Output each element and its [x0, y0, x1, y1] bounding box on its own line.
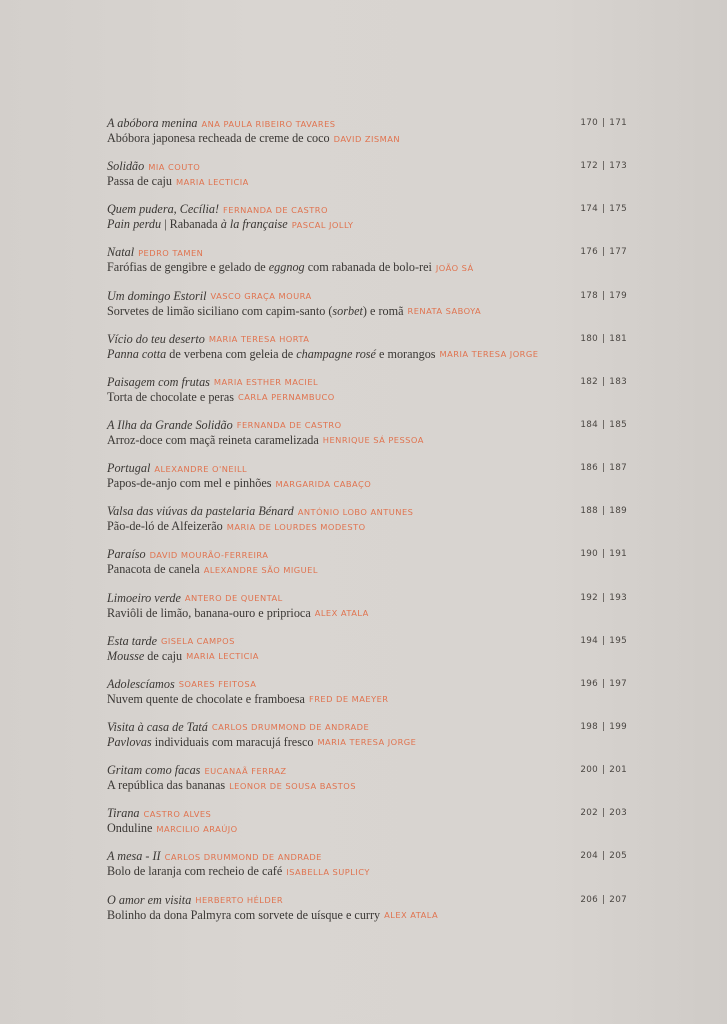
page-start: 172	[580, 161, 599, 172]
page-end: 193	[609, 592, 627, 603]
poem-title: A mesa - II	[107, 849, 161, 864]
page-numbers	[580, 549, 627, 559]
page-end: 195	[609, 635, 627, 646]
recipe-chef: ALEX ATALA	[314, 608, 369, 619]
poem-author: HERBERTO HÉLDER	[195, 895, 284, 906]
page-end: 197	[609, 678, 627, 689]
recipe-title: Farófias de gengibre e gelado de	[107, 260, 269, 275]
page-numbers	[580, 679, 627, 689]
toc-entry	[107, 806, 627, 849]
page-numbers	[580, 593, 627, 603]
page-numbers	[580, 204, 627, 214]
page-separator: |	[602, 635, 606, 646]
poem-line	[107, 763, 627, 778]
recipe-chef: MARCILIO ARAÚJO	[156, 823, 238, 834]
toc-entry	[107, 720, 627, 763]
poem-title: Solidão	[107, 159, 145, 174]
poem-title: Natal	[107, 245, 135, 260]
poem-author: SOARES FEITOSA	[178, 679, 257, 690]
poem-author: MIA COUTO	[148, 161, 201, 172]
page-end: 175	[609, 204, 627, 215]
page-separator: |	[602, 419, 606, 430]
recipe-chef: PASCAL JOLLY	[291, 219, 354, 230]
recipe-chef: MARIA TERESA JORGE	[317, 737, 417, 748]
recipe-title: à la française	[220, 217, 288, 232]
page-numbers	[580, 334, 627, 344]
recipe-title: Pain perdu	[107, 217, 162, 232]
recipe-title: Sorvetes de limão siciliano com capim-santo (	[107, 303, 333, 318]
poem-title: Esta tarde	[107, 633, 157, 648]
recipe-title: de verbena com geleia de	[166, 346, 297, 361]
recipe-line	[107, 864, 627, 879]
toc-entry	[107, 418, 627, 461]
recipe-title: | Rabanada	[161, 217, 221, 232]
toc-entry	[107, 634, 627, 677]
page-start: 206	[580, 894, 599, 905]
toc-entry	[107, 504, 627, 547]
toc-entry	[107, 893, 627, 936]
poem-author: CASTRO ALVES	[143, 808, 212, 819]
toc-entry	[107, 591, 627, 634]
poem-author: ALEXANDRE O'NEILL	[154, 463, 248, 474]
poem-line	[107, 849, 627, 864]
recipe-title: champagne rosé	[296, 346, 376, 361]
page-separator: |	[602, 161, 606, 172]
page-separator: |	[602, 765, 606, 776]
page-start: 188	[580, 506, 599, 517]
page-separator: |	[602, 247, 606, 258]
page-start: 200	[580, 765, 599, 776]
poem-title: Portugal	[107, 461, 151, 476]
page-separator: |	[602, 851, 606, 862]
recipe-title: Papos-de-anjo com mel e pinhões	[107, 476, 272, 491]
page-separator: |	[602, 506, 606, 517]
recipe-chef: HENRIQUE SÁ PESSOA	[322, 435, 424, 446]
recipe-chef: RENATA SABOYA	[407, 306, 482, 317]
poem-title: Um domingo Estoril	[107, 288, 207, 303]
recipe-line	[107, 260, 627, 275]
poem-line	[107, 202, 627, 217]
recipe-line	[107, 217, 627, 232]
poem-author: ANA PAULA RIBEIRO TAVARES	[201, 118, 336, 129]
page-end: 189	[609, 506, 627, 517]
recipe-title: e morangos	[375, 346, 436, 361]
recipe-chef: MARIA TERESA JORGE	[439, 349, 539, 360]
page-end: 203	[609, 808, 627, 819]
page-start: 190	[580, 549, 599, 560]
page-separator: |	[602, 118, 606, 128]
recipe-title: ) e romã	[362, 303, 404, 318]
recipe-chef: MARIA DE LOURDES MODESTO	[226, 521, 366, 532]
poem-title: Vício do teu deserto	[107, 331, 205, 346]
page-start: 198	[580, 721, 599, 732]
recipe-line	[107, 778, 627, 793]
page-numbers	[580, 765, 627, 775]
recipe-chef: ISABELLA SUPLICY	[286, 866, 370, 877]
page-separator: |	[602, 721, 606, 732]
page-numbers	[580, 247, 627, 257]
poem-line	[107, 720, 627, 735]
recipe-title: com rabanada de bolo-rei	[304, 260, 432, 275]
poem-line	[107, 677, 627, 692]
page-numbers	[580, 420, 627, 430]
page-separator: |	[602, 894, 606, 905]
page-end: 185	[609, 419, 627, 430]
poem-author: VASCO GRAÇA MOURA	[210, 291, 312, 302]
recipe-chef: ALEXANDRE SÃO MIGUEL	[203, 564, 318, 575]
poem-title: Adolescíamos	[107, 676, 175, 691]
recipe-line	[107, 908, 627, 923]
page-end: 173	[609, 161, 627, 172]
page-start: 174	[580, 204, 599, 215]
toc-entry	[107, 849, 627, 892]
page-end: 177	[609, 247, 627, 258]
recipe-line	[107, 174, 627, 189]
recipe-chef: MARGARIDA CABAÇO	[275, 478, 372, 489]
page-separator: |	[602, 376, 606, 387]
recipe-line	[107, 347, 627, 362]
recipe-chef: LEONOR DE SOUSA BASTOS	[229, 780, 356, 791]
poem-line	[107, 634, 627, 649]
recipe-chef: MARIA LECTICIA	[175, 176, 249, 187]
page-end: 201	[609, 765, 627, 776]
recipe-line	[107, 821, 627, 836]
poem-line	[107, 375, 627, 390]
page-numbers	[580, 506, 627, 516]
toc-entry	[107, 763, 627, 806]
poem-line	[107, 159, 627, 174]
page-start: 182	[580, 376, 599, 387]
poem-line	[107, 289, 627, 304]
recipe-chef: JOÃO SÁ	[435, 262, 474, 273]
page-separator: |	[602, 463, 606, 474]
toc-entry	[107, 375, 627, 418]
poem-author: EUCANAÃ FERRAZ	[204, 765, 287, 776]
page-numbers	[580, 722, 627, 732]
recipe-title: Abóbora japonesa recheada de creme de coco	[107, 131, 330, 145]
page-numbers	[580, 851, 627, 861]
poem-title: Paisagem com frutas	[107, 374, 210, 389]
recipe-line	[107, 606, 627, 621]
page-start: 180	[580, 333, 599, 344]
recipe-title: A república das bananas	[107, 778, 226, 793]
poem-author: DAVID MOURÃO-FERREIRA	[149, 549, 269, 560]
toc-entry	[107, 461, 627, 504]
page-separator: |	[602, 204, 606, 215]
recipe-title: Torta de chocolate e peras	[107, 389, 235, 404]
poem-title: A Ilha da Grande Solidão	[107, 417, 233, 432]
recipe-title: Panacota de canela	[107, 562, 200, 577]
poem-title: Visita à casa de Tatá	[107, 719, 208, 734]
recipe-title: eggnog	[268, 260, 305, 275]
page-start: 204	[580, 851, 599, 862]
page-start: 192	[580, 592, 599, 603]
poem-author: MARIA TERESA HORTA	[208, 334, 310, 345]
poem-author: CARLOS DRUMMOND DE ANDRADE	[211, 722, 370, 733]
poem-line	[107, 806, 627, 821]
poem-author: FERNANDA DE CASTRO	[223, 204, 328, 215]
toc-entry	[107, 289, 627, 332]
recipe-title: Bolo de laranja com recheio de café	[107, 864, 283, 879]
poem-title: Gritam como facas	[107, 763, 201, 778]
recipe-title: Pão-de-ló de Alfeizerão	[107, 519, 223, 534]
recipe-title: Mousse	[107, 648, 145, 663]
page-numbers	[580, 161, 627, 171]
poem-title: Paraíso	[107, 547, 146, 562]
page-start: 184	[580, 419, 599, 430]
poem-author: FERNANDA DE CASTRO	[236, 420, 342, 431]
recipe-chef: DAVID ZISMAN	[333, 133, 401, 144]
poem-title: Quem pudera, Cecília!	[107, 202, 220, 217]
page-end: 207	[609, 894, 627, 905]
recipe-line	[107, 433, 627, 448]
page-separator: |	[602, 549, 606, 560]
poem-author: CARLOS DRUMMOND DE ANDRADE	[164, 851, 322, 862]
recipe-line	[107, 390, 627, 405]
page-numbers	[580, 377, 627, 387]
poem-line	[107, 332, 627, 347]
recipe-title: Raviôli de limão, banana-ouro e priprioca	[107, 605, 311, 620]
toc-entry	[107, 202, 627, 245]
poem-title: Valsa das viúvas da pastelaria Bénard	[107, 504, 294, 519]
page-start: 186	[580, 463, 599, 474]
recipe-title: Arroz-doce com maçã reineta caramelizada	[107, 432, 319, 447]
toc-entry	[107, 116, 627, 159]
poem-title: A abóbora menina	[107, 116, 198, 130]
page-start: 176	[580, 247, 599, 258]
poem-author: PEDRO TAMEN	[138, 247, 204, 258]
poem-line	[107, 116, 627, 131]
recipe-line	[107, 304, 627, 319]
recipe-title: Passa de caju	[107, 174, 172, 189]
page-end: 199	[609, 721, 627, 732]
recipe-title: de caju	[144, 648, 183, 663]
poem-title: O amor em visita	[107, 892, 192, 907]
poem-title: Limoeiro verde	[107, 590, 181, 605]
recipe-title: Pavlovas	[107, 734, 152, 749]
recipe-line	[107, 131, 627, 146]
recipe-line	[107, 562, 627, 577]
page-end: 191	[609, 549, 627, 560]
toc-entry	[107, 677, 627, 720]
page-numbers	[580, 808, 627, 818]
page-separator: |	[602, 290, 606, 301]
page-separator: |	[602, 333, 606, 344]
toc-entry	[107, 332, 627, 375]
recipe-chef: CARLA PERNAMBUCO	[238, 392, 335, 403]
page-end: 179	[609, 290, 627, 301]
recipe-chef: ALEX ATALA	[384, 910, 439, 921]
recipe-line	[107, 692, 627, 707]
page-start: 202	[580, 808, 599, 819]
page-numbers	[580, 636, 627, 646]
page-start: 196	[580, 678, 599, 689]
page-start: 194	[580, 635, 599, 646]
recipe-title: sorbet	[332, 303, 363, 318]
page-start: 170	[580, 118, 599, 128]
poem-author: ANTERO DE QUENTAL	[184, 593, 283, 604]
poem-author: GISELA CAMPOS	[161, 636, 235, 647]
page-end: 187	[609, 463, 627, 474]
recipe-title: Onduline	[107, 821, 153, 836]
recipe-title: Nuvem quente de chocolate e framboesa	[107, 691, 305, 706]
poem-line	[107, 893, 627, 908]
poem-line	[107, 504, 627, 519]
page-numbers	[580, 291, 627, 301]
toc-entry	[107, 245, 627, 288]
poem-line	[107, 591, 627, 606]
page-separator: |	[602, 678, 606, 689]
page-start: 178	[580, 290, 599, 301]
page-numbers	[580, 895, 627, 905]
poem-title: Tirana	[107, 806, 140, 821]
toc-entry	[107, 547, 627, 590]
poem-line	[107, 461, 627, 476]
poem-author: ANTÓNIO LOBO ANTUNES	[297, 506, 414, 517]
page-separator: |	[602, 808, 606, 819]
poem-line	[107, 418, 627, 433]
page-numbers	[580, 118, 627, 128]
recipe-title: Bolinho da dona Palmyra com sorvete de uísque e curry	[107, 907, 381, 922]
page-end: 181	[609, 333, 627, 344]
recipe-line	[107, 735, 627, 750]
page-end: 171	[609, 118, 627, 128]
recipe-chef: MARIA LECTICIA	[186, 651, 259, 662]
recipe-line	[107, 519, 627, 534]
recipe-line	[107, 649, 627, 664]
toc-entry	[107, 159, 627, 202]
poem-line	[107, 547, 627, 562]
page-end: 205	[609, 851, 627, 862]
page-numbers	[580, 463, 627, 473]
recipe-title: individuais com maracujá fresco	[151, 734, 314, 749]
poem-author: MARIA ESTHER MACIEL	[213, 377, 319, 388]
table-of-contents	[107, 116, 627, 936]
page-end: 183	[609, 376, 627, 387]
recipe-line	[107, 476, 627, 491]
recipe-title: Panna cotta	[107, 346, 167, 361]
recipe-chef: FRED DE MAEYER	[308, 694, 389, 705]
page-separator: |	[602, 592, 606, 603]
poem-line	[107, 245, 627, 260]
